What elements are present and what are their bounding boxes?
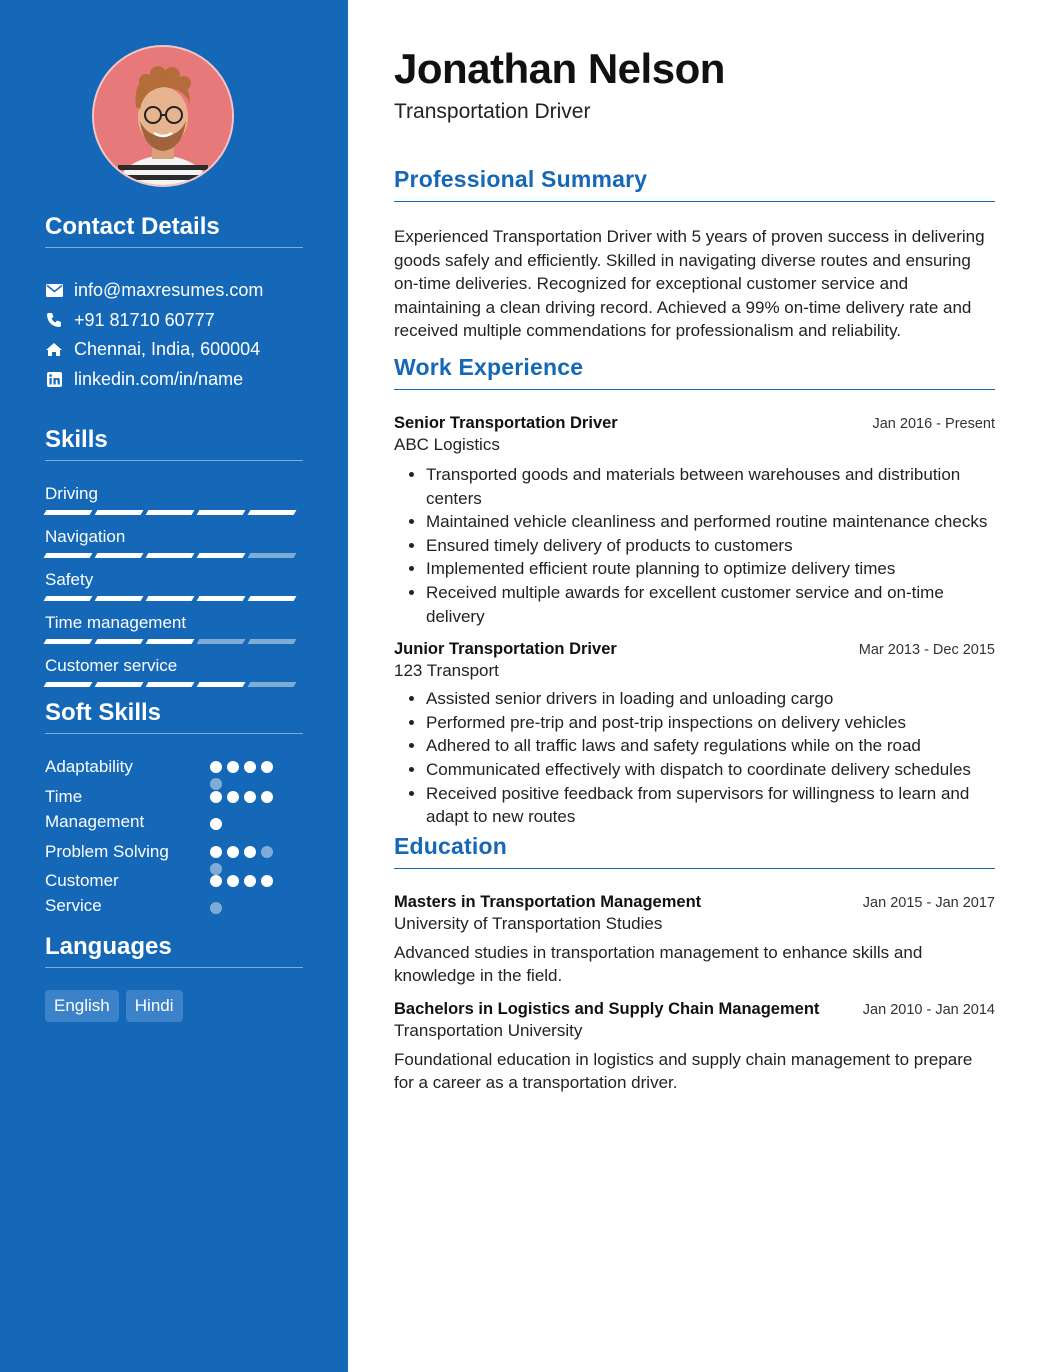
soft-skill-level-dot [227,791,239,803]
contact-linkedin-text: linkedin.com/in/name [74,368,244,389]
skill-level-segment [146,596,195,601]
degree-title: Bachelors in Logistics and Supply Chain Management [394,999,820,1018]
soft-skill-level-dots [210,785,282,840]
list-item: • Performed pre-trip and post-trip inspections on delivery vehicles [426,711,995,735]
contact-email-text: info@maxresumes.com [74,280,264,301]
skill-level-segment [95,510,144,515]
skill-level-segment [248,553,297,558]
profile-photo-icon [94,47,232,185]
soft-skill-level-dot [244,791,256,803]
soft-skill-level-dot [244,875,256,887]
skill-item [45,612,303,655]
person-name: Jonathan Nelson [394,45,725,92]
main-content [348,0,1040,1372]
list-item: • Received multiple awards for excellent customer service and on-time delivery [426,581,995,628]
language-tags [45,990,303,1022]
contact-phone-text: +91 81710 60777 [74,309,215,330]
soft-skill-name: Time Management [45,787,145,831]
person-role: Transportation Driver [394,100,591,123]
skill-level-segment [44,682,93,687]
skill-level-segment [146,553,195,558]
degree-date: Jan 2010 - Jan 2014 [862,1001,995,1018]
summary-title: Professional Summary [394,166,995,202]
skill-level-segment [248,510,297,515]
degree-description: Foundational education in logistics and supply chain management to prepare for a career as a transportation driver. [394,1049,973,1093]
skill-level-bars [45,639,303,644]
soft-skills-section [45,699,303,924]
contact-title: Contact Details [45,213,303,248]
job-bullets [394,687,995,829]
soft-skill-name: Adaptability [45,757,133,776]
soft-skill-item [45,755,303,785]
skills-title: Skills [45,426,303,461]
skill-level-segment [95,553,144,558]
skill-item [45,526,303,569]
list-item: • Ensured timely delivery of products to customers [426,534,995,558]
skill-level-segment [197,639,246,644]
skill-level-bars [45,510,303,515]
soft-skill-level-dot [244,761,256,773]
skills-list [45,483,303,693]
soft-skill-level-dot [210,902,222,914]
soft-skill-level-dot [210,761,222,773]
soft-skill-level-dots [210,840,282,869]
list-item: • Adhered to all traffic laws and safety regulations while on the road [426,734,995,758]
skill-level-segment [146,639,195,644]
home-icon [45,341,63,359]
soft-skill-level-dot [227,846,239,858]
soft-skill-level-dot [261,761,273,773]
soft-skill-level-dot [210,875,222,887]
skill-name: Safety [45,570,94,589]
experience-section [394,354,995,829]
soft-skills-title: Soft Skills [45,699,303,734]
soft-skill-item [45,785,303,840]
skill-level-segment [197,553,246,558]
job-entry [394,640,995,829]
summary-text: Experienced Transportation Driver with 5 years of proven success in delivering goods safely and efficiently. Skilled in navigating diverse routes and ensuring on-time deliveries. Recognized for exceptional customer service and maintaining a clean driving record. Achieved a 99% on-time delivery rate and received multiple commendations for professionalism and reliability. [394,227,985,341]
skill-level-segment [44,510,93,515]
skill-level-segment [44,596,93,601]
list-item: • Implemented efficient route planning to optimize delivery times [426,557,995,581]
languages-title: Languages [45,933,303,968]
education-title: Education [394,833,995,869]
soft-skill-item [45,840,303,869]
soft-skill-level-dot [227,761,239,773]
education-section [394,833,995,1095]
skills-section [45,426,303,693]
skill-level-segment [197,510,246,515]
job-entry [394,414,995,628]
avatar [92,45,234,187]
envelope-icon [45,282,63,300]
job-title: Senior Transportation Driver [394,413,618,432]
degree-description: Advanced studies in transportation management to enhance skills and knowledge in the field. [394,942,923,986]
skill-level-segment [248,682,297,687]
skill-level-segment [197,682,246,687]
soft-skill-level-dot [261,846,273,858]
soft-skill-level-dots [210,869,282,924]
degree-school: Transportation University [394,1020,583,1040]
soft-skill-level-dot [227,875,239,887]
list-item: • Received positive feedback from supervisors for willingness to learn and adapt to new routes [426,782,995,829]
contact-phone[interactable] [45,306,303,336]
skill-name: Navigation [45,527,126,546]
job-company: 123 Transport [394,661,499,681]
soft-skill-level-dot [261,791,273,803]
job-title: Junior Transportation Driver [394,640,617,659]
skill-level-segment [146,510,195,515]
skill-level-bars [45,553,303,558]
education-entry [394,1000,995,1095]
contact-section [45,213,303,394]
languages-section [45,933,303,1022]
soft-skill-level-dot [210,818,222,830]
skill-name: Time management [45,613,187,632]
sidebar [0,0,348,1372]
job-date: Jan 2016 - Present [872,415,995,432]
degree-title: Masters in Transportation Management [394,892,702,911]
list-item: • Maintained vehicle cleanliness and performed routine maintenance checks [426,510,995,534]
degree-date: Jan 2015 - Jan 2017 [862,894,995,911]
job-company: ABC Logistics [394,434,500,454]
skill-level-segment [248,596,297,601]
phone-icon [45,311,63,329]
skill-level-segment [95,682,144,687]
contact-email[interactable] [45,276,303,306]
skill-level-segment [95,639,144,644]
skill-name: Driving [45,484,98,503]
contact-list [45,276,303,394]
list-item: • Communicated effectively with dispatch to coordinate delivery schedules [426,758,995,782]
soft-skill-name: Problem Solving [45,842,169,861]
contact-linkedin[interactable] [45,365,303,395]
soft-skill-name: Customer Service [45,871,119,915]
summary-section [394,166,995,343]
skill-level-bars [45,682,303,687]
skill-level-segment [146,682,195,687]
skill-level-segment [95,596,144,601]
skill-level-segment [248,639,297,644]
skill-level-segment [44,553,93,558]
soft-skill-level-dots [210,755,282,785]
skill-item [45,655,303,693]
degree-school: University of Transportation Studies [394,913,663,933]
skill-item [45,483,303,526]
skill-level-segment [197,596,246,601]
soft-skill-level-dot [261,875,273,887]
language-tag: Hindi [126,990,183,1022]
soft-skill-level-dot [244,846,256,858]
soft-skills-list [45,755,303,924]
contact-address [45,335,303,365]
list-item: • Assisted senior drivers in loading and unloading cargo [426,687,995,711]
skill-level-bars [45,596,303,601]
linkedin-icon [45,370,63,388]
experience-title: Work Experience [394,354,995,390]
education-entry [394,893,995,988]
soft-skill-level-dot [210,791,222,803]
soft-skill-level-dot [210,846,222,858]
job-bullets [394,463,995,628]
skill-name: Customer service [45,656,178,675]
job-date: Mar 2013 - Dec 2015 [858,642,995,659]
skill-item [45,569,303,612]
list-item: • Transported goods and materials between warehouses and distribution centers [426,463,995,510]
contact-address-text: Chennai, India, 600004 [74,339,261,360]
skill-level-segment [44,639,93,644]
language-tag: English [45,990,119,1022]
soft-skill-item [45,869,303,924]
